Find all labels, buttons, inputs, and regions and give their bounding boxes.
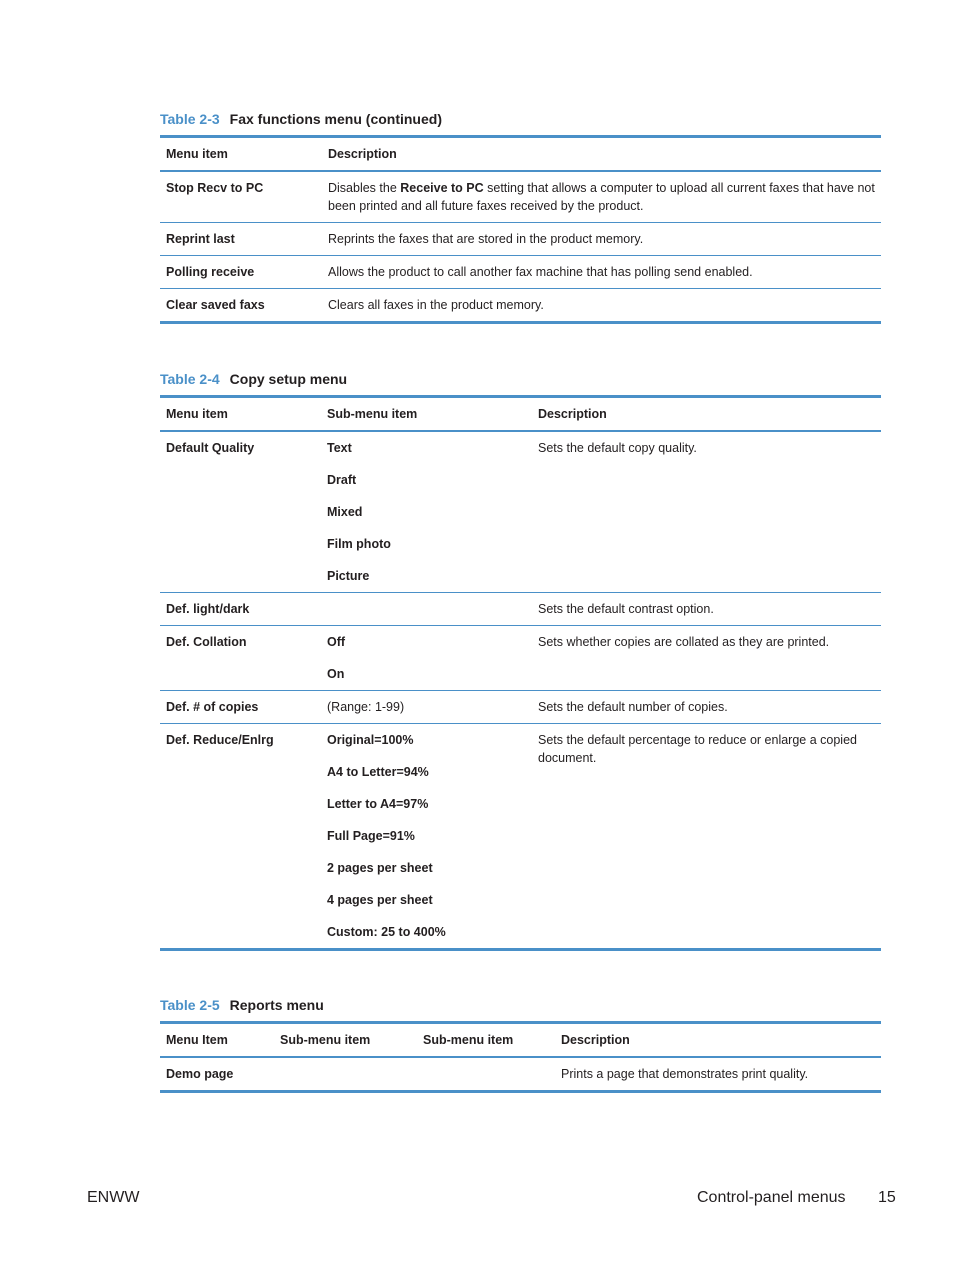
description-cell (322, 171, 881, 223)
sub-menu-item: Picture (327, 569, 370, 583)
footer-left: ENWW (87, 1189, 140, 1206)
menu-item-cell: Polling receive (160, 256, 322, 289)
sub-menu-item: 4 pages per sheet (327, 893, 433, 907)
description-cell: Sets the default number of copies. (532, 691, 881, 724)
header-sub-menu-item: Sub-menu item (274, 1023, 417, 1058)
sub-menu-cell (321, 724, 532, 950)
sub-menu-item: Text (327, 441, 352, 455)
header-menu-item: Menu item (160, 137, 322, 172)
table-row (160, 724, 881, 950)
table-row (160, 593, 881, 626)
table-row (160, 256, 881, 289)
description-cell: Clears all faxes in the product memory. (322, 289, 881, 323)
reports-table (160, 1021, 881, 1093)
description-text: setting that allows a computer to upload all current faxes that have not been printed and all future faxes received by the product. (328, 181, 875, 213)
sub-menu-item: Draft (327, 473, 357, 487)
description-cell: Allows the product to call another fax machine that has polling send enabled. (322, 256, 881, 289)
sub-menu-item: 2 pages per sheet (327, 861, 433, 875)
sub-menu-item: Custom: 25 to 400% (327, 925, 446, 939)
header-menu-item: Menu Item (160, 1023, 274, 1058)
description-cell: Reprints the faxes that are stored in the product memory. (322, 223, 881, 256)
sub-menu-item: Original=100% (327, 733, 414, 747)
copy-setup-table (160, 395, 881, 951)
table-title: Reports menu (229, 997, 324, 1013)
table-row (160, 626, 881, 691)
description-cell: Sets the default contrast option. (532, 593, 881, 626)
table-2-4-caption (160, 371, 881, 387)
table-number: Table 2-4 (160, 371, 220, 387)
fax-functions-table (160, 135, 881, 324)
table-2-5 (160, 997, 881, 1093)
table-row (160, 691, 881, 724)
description-bold-text: Receive to PC (400, 181, 484, 195)
menu-item-cell: Def. light/dark (160, 593, 321, 626)
table-row (160, 171, 881, 223)
table-number: Table 2-5 (160, 997, 220, 1013)
page-number: 15 (878, 1189, 896, 1206)
sub-menu-cell: (Range: 1-99) (321, 691, 532, 724)
table-title: Copy setup menu (229, 371, 348, 387)
header-row (160, 397, 881, 432)
menu-item-cell: Def. Reduce/Enlrg (160, 724, 321, 950)
table-2-4 (160, 371, 881, 951)
sub-menu-item: Letter to A4=97% (327, 797, 429, 811)
table-row (160, 1057, 881, 1092)
header-description: Description (322, 137, 881, 172)
footer-section-title: Control-panel menus (697, 1189, 846, 1206)
menu-item-cell: Def. # of copies (160, 691, 321, 724)
header-row (160, 137, 881, 172)
description-cell: Prints a page that demonstrates print quality. (555, 1057, 881, 1092)
sub-menu-item: Full Page=91% (327, 829, 415, 843)
header-description: Description (532, 397, 881, 432)
sub-menu-cell (321, 626, 532, 691)
menu-item-cell: Reprint last (160, 223, 322, 256)
description-cell: Sets the default copy quality. (532, 431, 881, 593)
table-row (160, 431, 881, 593)
table-title: Fax functions menu (continued) (229, 111, 442, 127)
sub-menu-cell (321, 593, 532, 626)
menu-item-cell: Default Quality (160, 431, 321, 593)
sub-menu-cell (274, 1057, 417, 1092)
description-text: Disables the (328, 181, 401, 195)
header-menu-item: Menu item (160, 397, 321, 432)
sub-menu-cell (321, 431, 532, 593)
sub-menu-cell-2 (417, 1057, 555, 1092)
description-cell: Sets whether copies are collated as they are printed. (532, 626, 881, 691)
header-sub-menu-item: Sub-menu item (321, 397, 532, 432)
header-row (160, 1023, 881, 1058)
sub-menu-item: A4 to Letter=94% (327, 765, 429, 779)
table-2-3 (160, 111, 881, 324)
sub-menu-item: Film photo (327, 537, 391, 551)
sub-menu-item: Off (327, 635, 346, 649)
table-2-3-caption (160, 111, 881, 127)
description-cell: Sets the default percentage to reduce or enlarge a copied document. (532, 724, 881, 950)
table-2-5-caption (160, 997, 881, 1013)
header-description: Description (555, 1023, 881, 1058)
table-row (160, 223, 881, 256)
table-row (160, 289, 881, 323)
menu-item-cell: Def. Collation (160, 626, 321, 691)
header-sub-menu-item-2: Sub-menu item (417, 1023, 555, 1058)
table-number: Table 2-3 (160, 111, 220, 127)
menu-item-cell: Clear saved faxs (160, 289, 322, 323)
menu-item-cell: Stop Recv to PC (160, 171, 322, 223)
sub-menu-item: On (327, 667, 345, 681)
sub-menu-item: Mixed (327, 505, 363, 519)
menu-item-cell: Demo page (160, 1057, 274, 1092)
